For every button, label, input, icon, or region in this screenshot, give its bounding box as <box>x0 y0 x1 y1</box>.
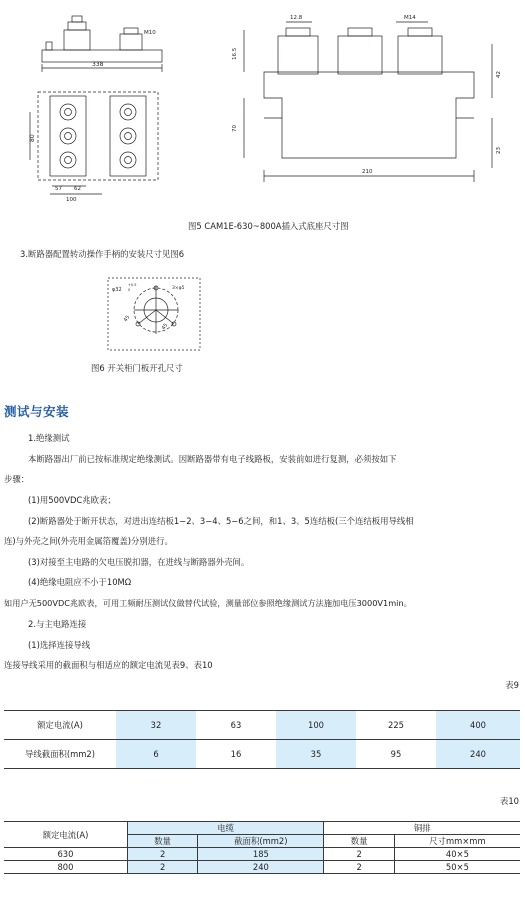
table9-label: 表9 <box>505 680 519 690</box>
table10-cell: 185 <box>198 848 324 861</box>
para-test-intro-2: 步骤： <box>4 474 30 484</box>
para-step-4: (4)绝缘电阻应不小于10MΩ <box>28 577 132 587</box>
para-step-2a: (2)断路器处于断开状态，对进出连结板1−2、3−4、5−6之间，和1、3、5连结板(三个连结板用导线相 <box>28 516 414 526</box>
figure5-caption: 图5 CAM1E-630~800A插入式底座尺寸图 <box>188 221 349 231</box>
table10-cell: 2 <box>324 848 394 861</box>
table9-cell: 95 <box>356 740 436 769</box>
table9-cell: 400 <box>436 711 520 740</box>
table10-sub-count: 数量 <box>127 835 197 848</box>
para-test-intro-1: 本断路器出厂前已按标准规定绝缘测试。因断路器带有电子线路板，安装前如进行复测，必须按如下 <box>28 454 397 464</box>
table10-cell: 50×5 <box>394 861 520 874</box>
table9-row-area <box>4 740 520 769</box>
table10-row <box>4 861 520 874</box>
table10-head-current: 额定电流(A) <box>4 822 127 848</box>
table9-cell: 240 <box>436 740 520 769</box>
dim-62: 62 <box>74 186 81 192</box>
para-select-wire: (1)选择连接导线 <box>28 640 91 650</box>
table9-row2-label: 导线截面积(mm2) <box>4 740 116 769</box>
para-step-3: (3)对接至主电路的欠电压脱扣器，在进线与断路器外壳间。 <box>28 557 250 567</box>
section-title: 测试与安装 <box>4 404 70 419</box>
table9-cell: 63 <box>196 711 276 740</box>
table10-cell: 2 <box>127 861 197 874</box>
para-insulation-test: 1.绝缘测试 <box>28 433 70 443</box>
table10-cell: 800 <box>4 861 127 874</box>
table9 <box>4 710 520 769</box>
dim-m14: M14 <box>404 15 416 21</box>
table10-head-busbar: 铜排 <box>324 822 520 835</box>
dim-16-5: 16.5 <box>232 47 238 60</box>
table10-cell: 240 <box>198 861 324 874</box>
dim-42: 42 <box>496 71 502 78</box>
table10-sub-size: 尺寸mm×mm <box>394 835 520 848</box>
para-step-2b: 连)与外壳之间(外壳用金属箔覆盖)分别进行。 <box>4 536 173 546</box>
table10-cell: 630 <box>4 848 127 861</box>
dim-3-phi5: 3×φ5 <box>172 286 185 291</box>
dim-phi32: φ32 <box>112 287 122 293</box>
dim-23: 23 <box>496 147 502 154</box>
table10-head-cable: 电缆 <box>127 822 323 835</box>
dim-tol-lower: 0 <box>128 288 131 292</box>
table10 <box>4 821 520 874</box>
table9-cell: 32 <box>116 711 196 740</box>
figure5-top-view <box>22 90 172 205</box>
dim-57: 57 <box>55 186 62 192</box>
dim-tol-upper: +0.5 <box>128 283 137 287</box>
table9-row-current <box>4 711 520 740</box>
table10-sub-count2: 数量 <box>324 835 394 848</box>
table10-header-row <box>4 822 520 835</box>
table10-cell: 40×5 <box>394 848 520 861</box>
dim-m10: M10 <box>144 30 156 36</box>
table10-sub-area: 截面积(mm2) <box>198 835 324 848</box>
figure6-caption: 图6 开关柜门板开孔尺寸 <box>91 363 183 373</box>
dim-70: 70 <box>232 125 238 132</box>
para-wire-table-ref: 连接导线采用的截面积与相适应的额定电流见表9、表10 <box>4 660 213 670</box>
dim-45-right: 45 <box>160 322 170 332</box>
dim-210: 210 <box>362 169 373 175</box>
dim-45-left: 45 <box>122 314 132 324</box>
para-step-1: (1)用500VDC兆欧表； <box>28 495 116 505</box>
table9-cell: 100 <box>276 711 356 740</box>
dim-80: 80 <box>29 134 36 142</box>
table10-row <box>4 848 520 861</box>
table9-cell: 6 <box>116 740 196 769</box>
table9-cell: 16 <box>196 740 276 769</box>
table10-cell: 2 <box>127 848 197 861</box>
figure5-front-view <box>228 8 510 188</box>
figure5-side-view <box>30 8 190 78</box>
table9-row1-label: 额定电流(A) <box>4 711 116 740</box>
dim-100: 100 <box>66 197 77 203</box>
figure6-drawing <box>106 276 202 352</box>
table10-label: 表10 <box>499 796 519 806</box>
item3-text: 3.断路器配置转动操作手柄的安装尺寸见图6 <box>20 249 185 259</box>
dim-338: 338 <box>92 61 104 68</box>
table9-cell: 225 <box>356 711 436 740</box>
table9-cell: 35 <box>276 740 356 769</box>
table10-cell: 2 <box>324 861 394 874</box>
dim-12-8: 12.8 <box>290 15 303 21</box>
para-alternative-test: 如用户无500VDC兆欧表，可用工频耐压测试仪做替代试验，测量部位参照绝缘测试方法施加电压3000V1min。 <box>4 598 412 608</box>
para-main-circuit: 2.与主电路连接 <box>28 619 87 629</box>
